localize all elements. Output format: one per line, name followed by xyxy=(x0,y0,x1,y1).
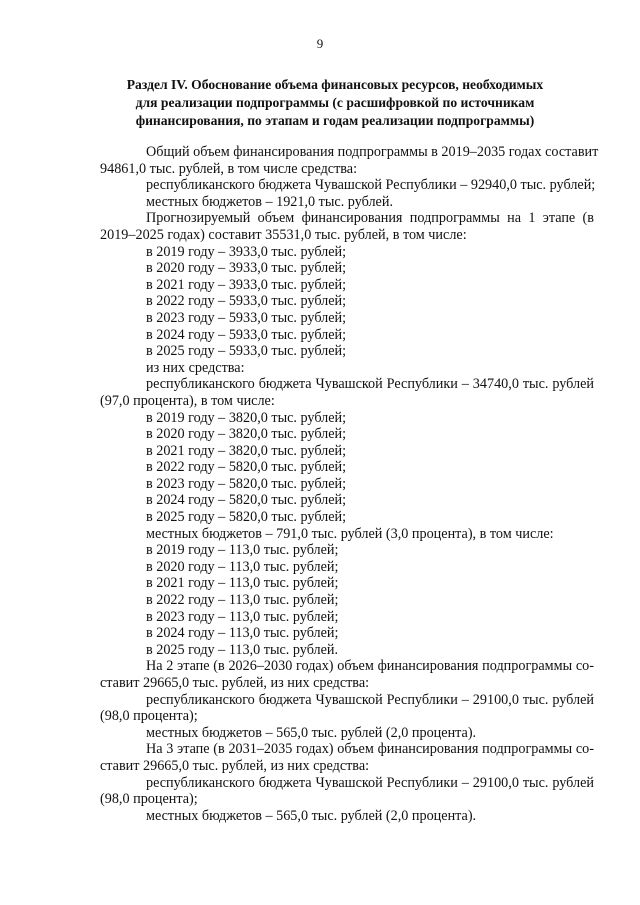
text-line: На 3 этапе (в 2031–2035 годах) объем финансирования подпрограммы со- xyxy=(146,741,594,758)
text-line: в 2020 году – 3820,0 тыс. рублей; xyxy=(146,426,347,443)
page-number: 9 xyxy=(316,36,324,51)
text-line: местных бюджетов – 791,0 тыс. рублей (3,0 процента), в том числе: xyxy=(146,525,554,542)
text-line: (98,0 процента); xyxy=(100,708,198,725)
text-line: в 2021 году – 3820,0 тыс. рублей; xyxy=(146,442,347,459)
heading-line: финансирования, по этапам и годам реализации подпрограммы) xyxy=(135,113,535,128)
text-line: в 2024 году – 113,0 тыс. рублей; xyxy=(146,625,339,642)
text-line: На 2 этапе (в 2026–2030 годах) объем финансирования подпрограммы со- xyxy=(146,658,594,675)
text-line: Прогнозируемый объем финансирования подпрограммы на 1 этапе (в xyxy=(146,210,594,227)
text-line: местных бюджетов – 1921,0 тыс. рублей. xyxy=(146,193,393,210)
text-line: в 2022 году – 5933,0 тыс. рублей; xyxy=(146,293,347,310)
text-line: в 2025 году – 5933,0 тыс. рублей; xyxy=(146,343,347,360)
text-line: в 2025 году – 5820,0 тыс. рублей; xyxy=(146,509,347,526)
text-line: в 2023 году – 113,0 тыс. рублей; xyxy=(146,608,339,625)
text-line: республиканского бюджета Чувашской Республики – 29100,0 тыс. рублей xyxy=(146,774,594,791)
text-line: в 2019 году – 113,0 тыс. рублей; xyxy=(146,542,339,559)
body-text xyxy=(100,144,599,824)
text-line: в 2020 году – 3933,0 тыс. рублей; xyxy=(146,260,347,277)
text-line: в 2024 году – 5933,0 тыс. рублей; xyxy=(146,326,347,343)
text-line: в 2024 году – 5820,0 тыс. рублей; xyxy=(146,492,347,509)
text-line: из них средства: xyxy=(146,359,245,376)
text-line: в 2023 году – 5820,0 тыс. рублей; xyxy=(146,475,347,492)
text-line: (98,0 процента); xyxy=(100,791,198,808)
text-line: в 2021 году – 3933,0 тыс. рублей; xyxy=(146,276,347,293)
text-line: (97,0 процента), в том числе: xyxy=(100,392,275,409)
text-line: ставит 29665,0 тыс. рублей, из них средства: xyxy=(100,757,370,774)
text-line: 94861,0 тыс. рублей, в том числе средства: xyxy=(100,160,358,177)
text-line: республиканского бюджета Чувашской Республики – 34740,0 тыс. рублей xyxy=(146,376,594,393)
text-line: в 2025 году – 113,0 тыс. рублей. xyxy=(146,641,339,658)
text-line: в 2022 году – 5820,0 тыс. рублей; xyxy=(146,459,347,476)
section-heading xyxy=(100,76,570,130)
text-line: в 2019 году – 3933,0 тыс. рублей; xyxy=(146,243,347,260)
text-line: в 2021 году – 113,0 тыс. рублей; xyxy=(146,575,339,592)
text-line: местных бюджетов – 565,0 тыс. рублей (2,0 процента). xyxy=(146,807,477,824)
text-line: местных бюджетов – 565,0 тыс. рублей (2,0 процента). xyxy=(146,724,477,741)
text-line: в 2019 году – 3820,0 тыс. рублей; xyxy=(146,409,347,426)
text-line: Общий объем финансирования подпрограммы в 2019–2035 годах составит xyxy=(146,144,599,160)
heading-line: Раздел IV. Обоснование объема финансовых ресурсов, необходимых xyxy=(126,77,544,92)
text-line: ставит 29665,0 тыс. рублей, из них средства: xyxy=(100,675,370,691)
text-line: в 2023 году – 5933,0 тыс. рублей; xyxy=(146,309,347,326)
text-line: республиканского бюджета Чувашской Республики – 29100,0 тыс. рублей xyxy=(146,691,594,708)
text-line: республиканского бюджета Чувашской Республики – 92940,0 тыс. рублей; xyxy=(146,177,596,194)
text-line: 2019–2025 годах) составит 35531,0 тыс. рублей, в том числе: xyxy=(100,226,467,243)
heading-line: для реализации подпрограммы (с расшифровкой по источникам xyxy=(135,95,535,110)
text-line: в 2020 году – 113,0 тыс. рублей; xyxy=(146,558,339,575)
text-line: в 2022 году – 113,0 тыс. рублей; xyxy=(146,592,339,609)
